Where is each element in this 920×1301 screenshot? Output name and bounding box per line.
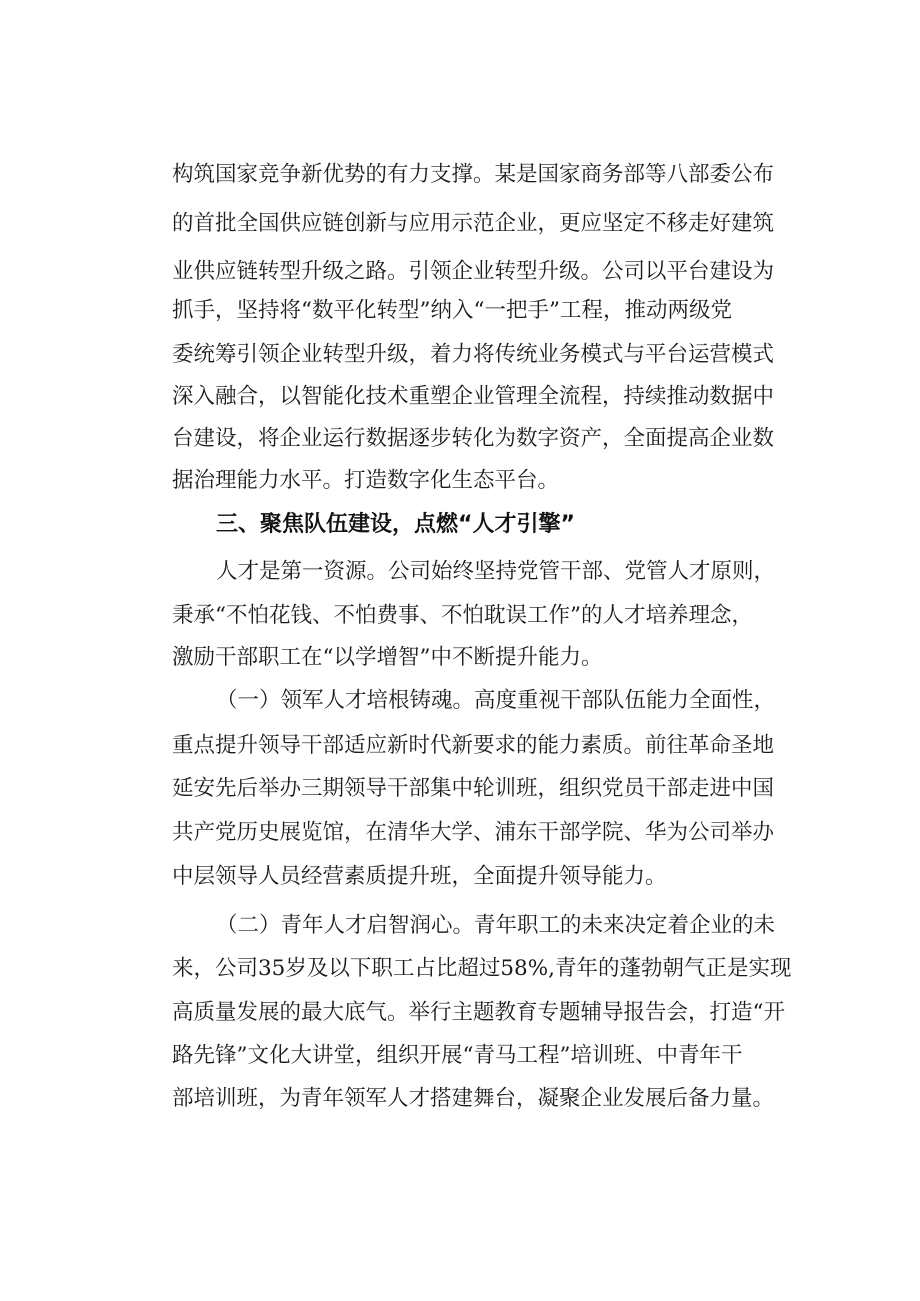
paragraph-line: 深入融合，以智能化技术重塑企业管理全流程，持续推动数据中 (172, 384, 775, 409)
paragraph-line: 重点提升领导干部适应新时代新要求的能力素质。前往革命圣地 (172, 733, 775, 758)
paragraph-line: 构筑国家竞争新优势的有力支撑。某是国家商务部等八部委公布 (172, 162, 775, 187)
paragraph-line: （二）青年人才启智润心。青年职工的未来决定着企业的未 (216, 913, 776, 938)
paragraph-line: 延安先后举办三期领导干部集中轮训班，组织党员干部走进中国 (172, 776, 775, 801)
paragraph-line: 据治理能力水平。打造数字化生态平台。 (172, 468, 560, 493)
paragraph-line: 高质量发展的最大底气。举行主题教育专题辅导报告会，打造“开 (172, 1000, 785, 1025)
paragraph-line: 抓手，坚持将“数平化转型”纳入“一把手”工程，推动两级党 (172, 298, 732, 323)
paragraph-line: 业供应链转型升级之路。引领企业转型升级。公司以平台建设为 (172, 259, 775, 284)
paragraph-line: 激励干部职工在“以学增智”中不断提升能力。 (172, 645, 603, 670)
paragraph-line: 人才是第一资源。公司始终坚持党管干部、党管人才原则， (216, 559, 776, 584)
paragraph-line: 的首批全国供应链创新与应用示范企业，更应坚定不移走好建筑 (172, 211, 775, 236)
paragraph-line: 台建设，将企业运行数据逐步转化为数字资产，全面提高企业数 (172, 426, 775, 451)
paragraph-line: （一）领军人才培根铸魂。高度重视干部队伍能力全面性， (216, 688, 776, 713)
paragraph-line: 路先锋”文化大讲堂，组织开展“青马工程”培训班、中青年干 (172, 1043, 743, 1068)
paragraph-line: 来，公司35岁及以下职工占比超过58%,青年的蓬勃朝气正是实现 (172, 956, 792, 981)
paragraph-line: 中层领导人员经营素质提升班，全面提升领导能力。 (172, 864, 667, 889)
paragraph-line: 秉承“不怕花钱、不怕费事、不怕耽误工作”的人才培养理念， (172, 603, 753, 628)
paragraph-line: 部培训班，为青年领军人才搭建舞台，凝聚企业发展后备力量。 (172, 1086, 775, 1111)
paragraph-line: 委统筹引领企业转型升级，着力将传统业务模式与平台运营模式 (172, 342, 775, 367)
paragraph-line: 共产党历史展览馆，在清华大学、浦东干部学院、华为公司举办 (172, 820, 775, 845)
section-heading: 三、聚焦队伍建设，点燃“人才引擎” (216, 512, 575, 537)
